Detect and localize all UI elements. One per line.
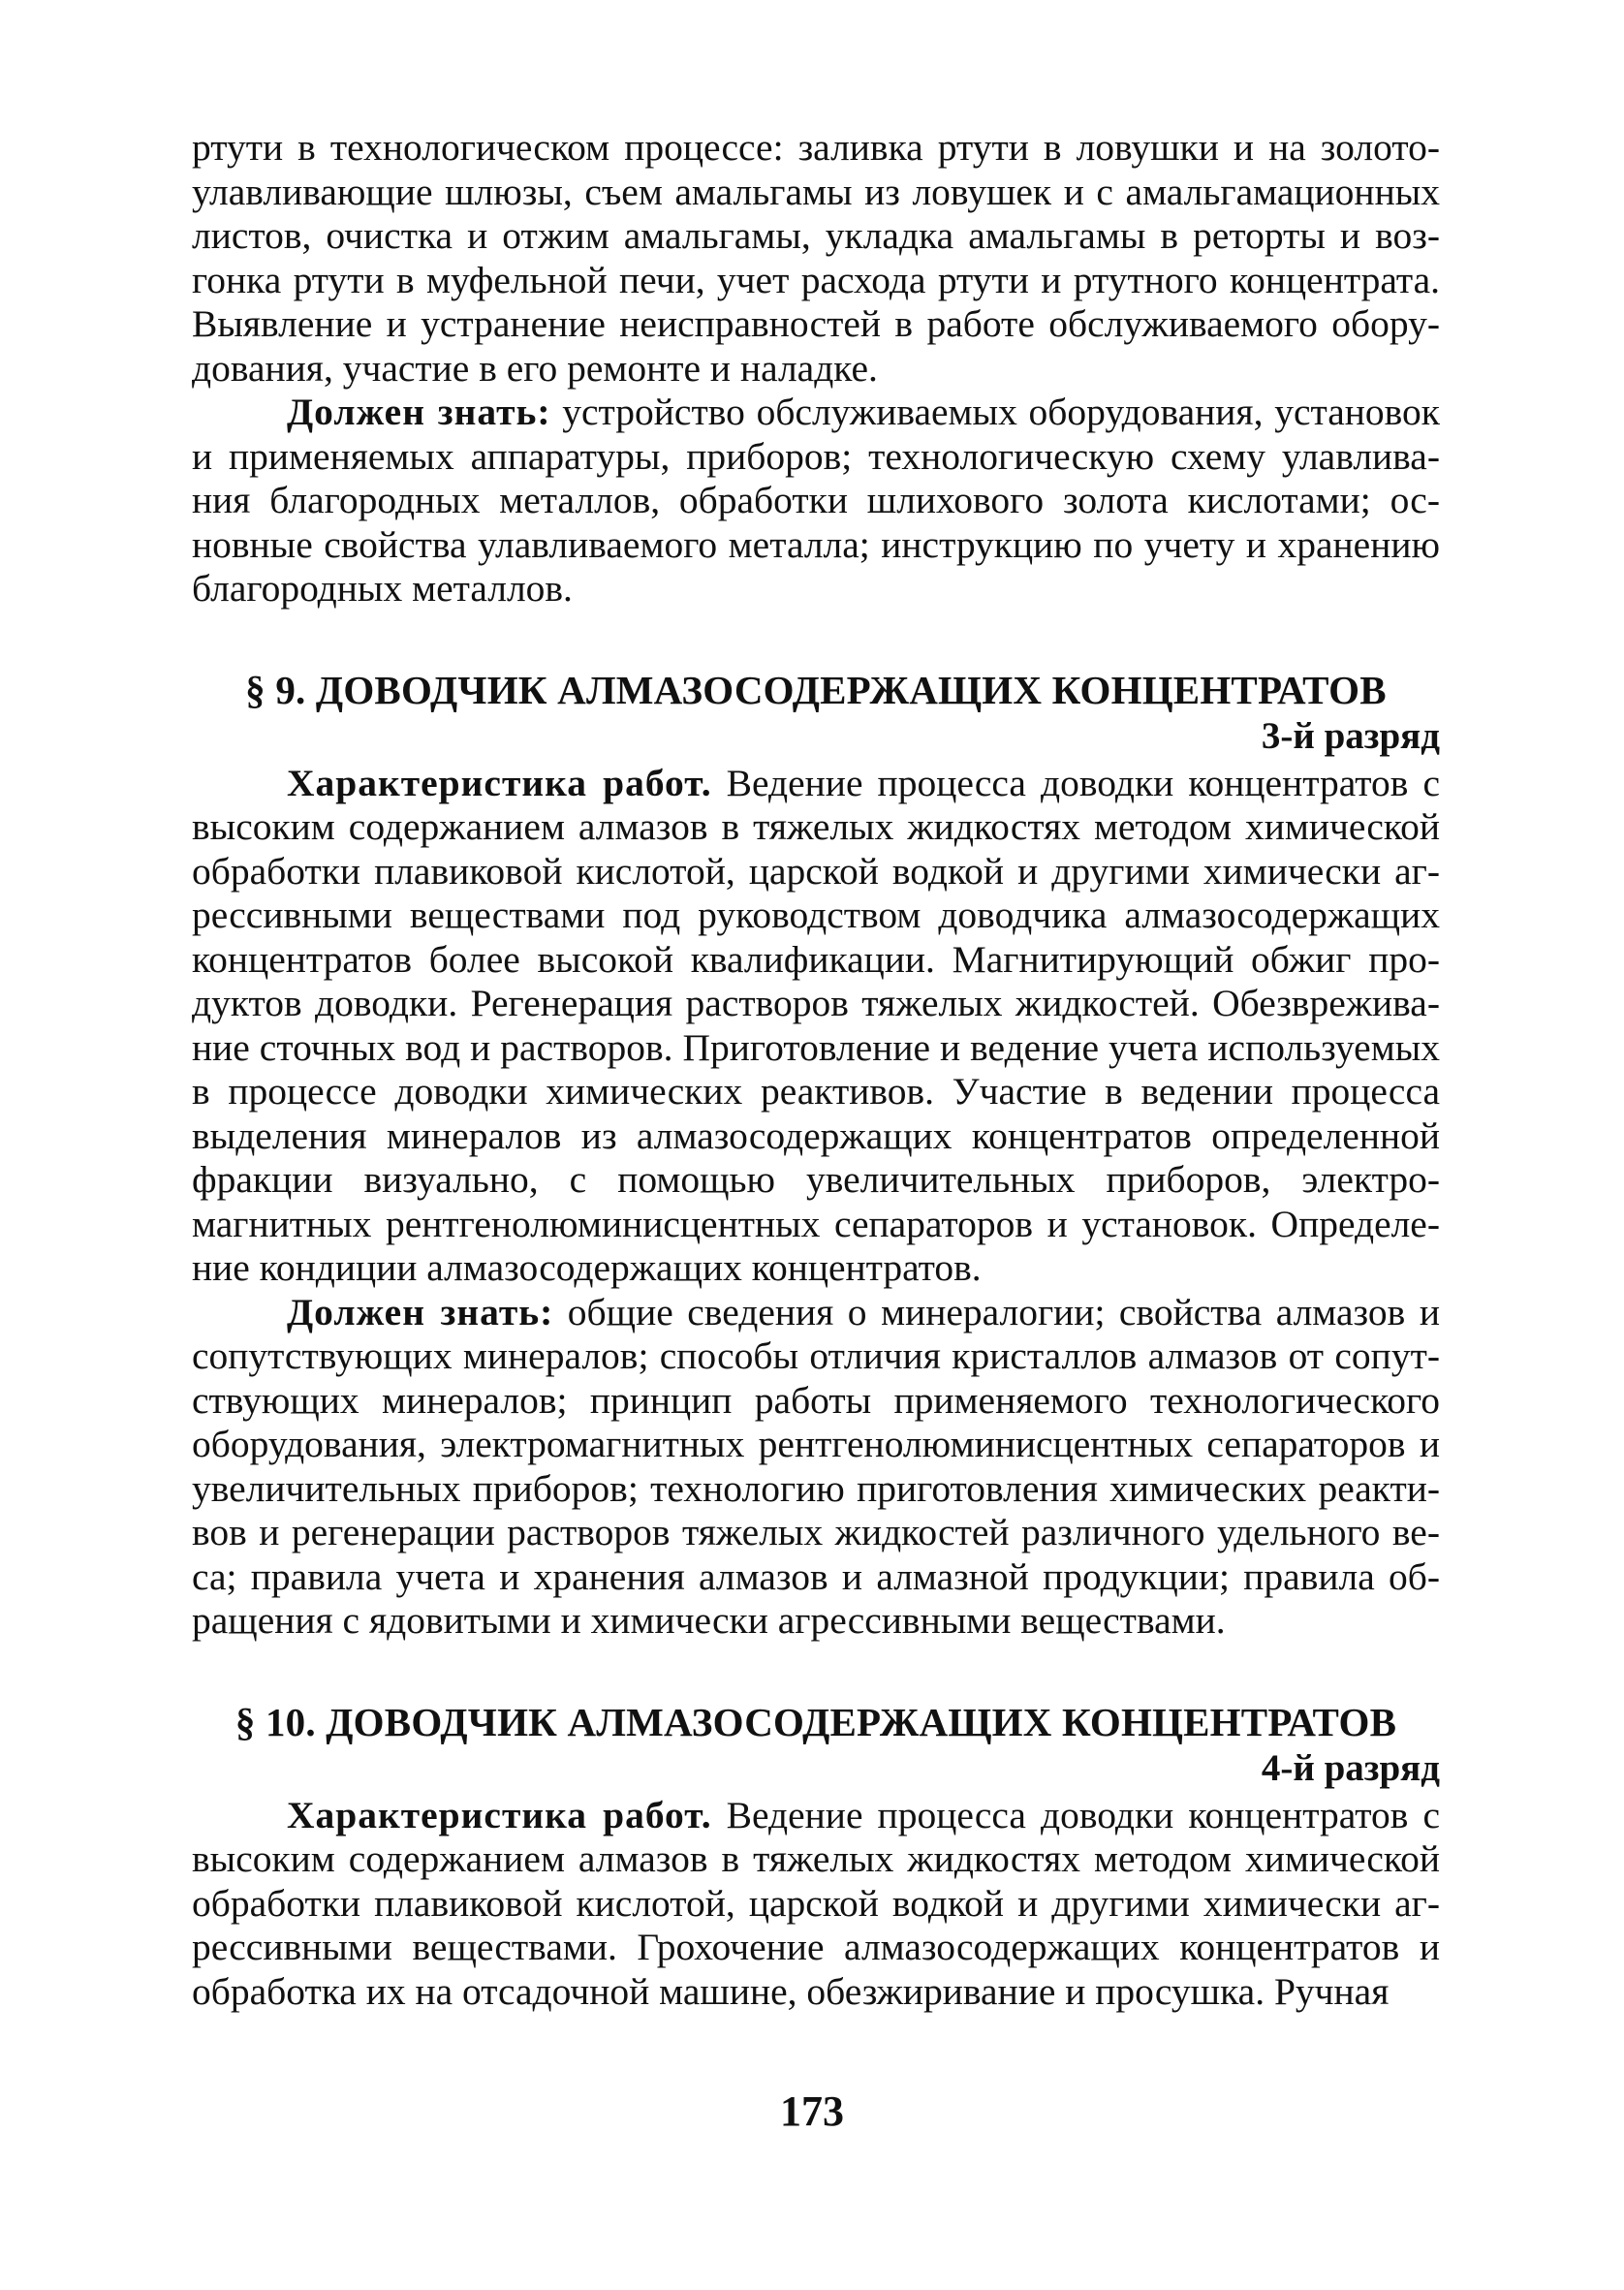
section-10-work-text: Ведение процесса доводки концентратов с высоким содержанием алмазов в тяжелых жидкостях методом химической обработки плавиковой кислотой, царской водкой и другими химически агрессивными веществами. Грохочение алмазосодержащих концентратов и обработка их на отсадочной машине, обезжиривание и просушка. Ручная (192, 1793, 1440, 2013)
section-10-work-paragraph (192, 1794, 1440, 2015)
knowledge-text: устройство обслуживаемых оборудования, установок и применяемых аппаратуры, приборов; технологическую схему улавливания благородных металлов, обработки шлихового золота кислотами; основные свойства улавливаемого металла; инструкцию по учету и хранению благородных металлов. (192, 391, 1440, 610)
section-9-knowledge-paragraph (192, 1291, 1440, 1644)
section-10-title: § 10. ДОВОДЧИК АЛМАЗОСОДЕРЖАЩИХ КОНЦЕНТРАТОВ (234, 1699, 1397, 1744)
section-9-grade: 3-й разряд (1261, 714, 1440, 757)
section-10-grade: 4-й разряд (1261, 1746, 1440, 1789)
section-9-knowledge-label: Должен знать: (287, 1290, 554, 1333)
section-10-work-label: Характеристика работ. (287, 1793, 712, 1836)
knowledge-paragraph (192, 391, 1440, 612)
page-text-block (192, 126, 1440, 2014)
page-number: 173 (780, 2087, 844, 2135)
section-9-work-text: Ведение процесса доводки концентратов с высоким содержанием алмазов в тяжелых жидкостях методом химической обработки плавиковой кислотой, царской водкой и другими химически агрессивными веществами под руководством доводчика алмазосодержащих концентратов более высокой квалификации. Магнитирующий обжиг продуктов доводки. Регенерация растворов тяжелых жидкостей. Обезвреживание сточных вод и растворов. Приготовление и ведение учета используемых в процессе доводки химических реактивов. Участие в ведении процесса выделения минералов из алмазосодержащих концентратов определенной фракции визуально, с помощью увеличительных приборов, электромагнитных рентгенолюминисцентных сепараторов и установок. Определение кондиции алмазосодержащих концентратов. (192, 761, 1440, 1289)
knowledge-label: Должен знать: (287, 391, 551, 433)
section-9-work-paragraph (192, 762, 1440, 1291)
continuation-paragraph: ртути в технологическом процессе: заливка ртути в ловушки и на золотоулавливающие шлюзы, съем амальгамы из ловушек и с амальгамационных листов, очистка и отжим амальгамы, укладка амальгамы в реторты и возгонка ртути в муфельной печи, учет расхода ртути и ртутного концентрата. Выявление и устранение неисправностей в работе обслуживаемого оборудования, участие в его ремонте и наладке. (192, 126, 1440, 390)
section-9-title: § 9. ДОВОДЧИК АЛМАЗОСОДЕРЖАЩИХ КОНЦЕНТРАТОВ (245, 667, 1387, 712)
section-9-knowledge-text: общие сведения о минералогии; свойства алмазов и сопутствующих минералов; способы отличия кристаллов алмазов от сопутствующих минералов; принцип работы применяемого технологического оборудования, электромагнитных рентгенолюминисцентных сепараторов и увеличительных приборов; технологию приготовления химических реактивов и регенерации растворов тяжелых жидкостей различного удельного веса; правила учета и хранения алмазов и алмазной продукции; правила обращения с ядовитыми и химически агрессивными веществами. (192, 1290, 1440, 1642)
section-9-work-label: Характеристика работ. (287, 761, 712, 804)
